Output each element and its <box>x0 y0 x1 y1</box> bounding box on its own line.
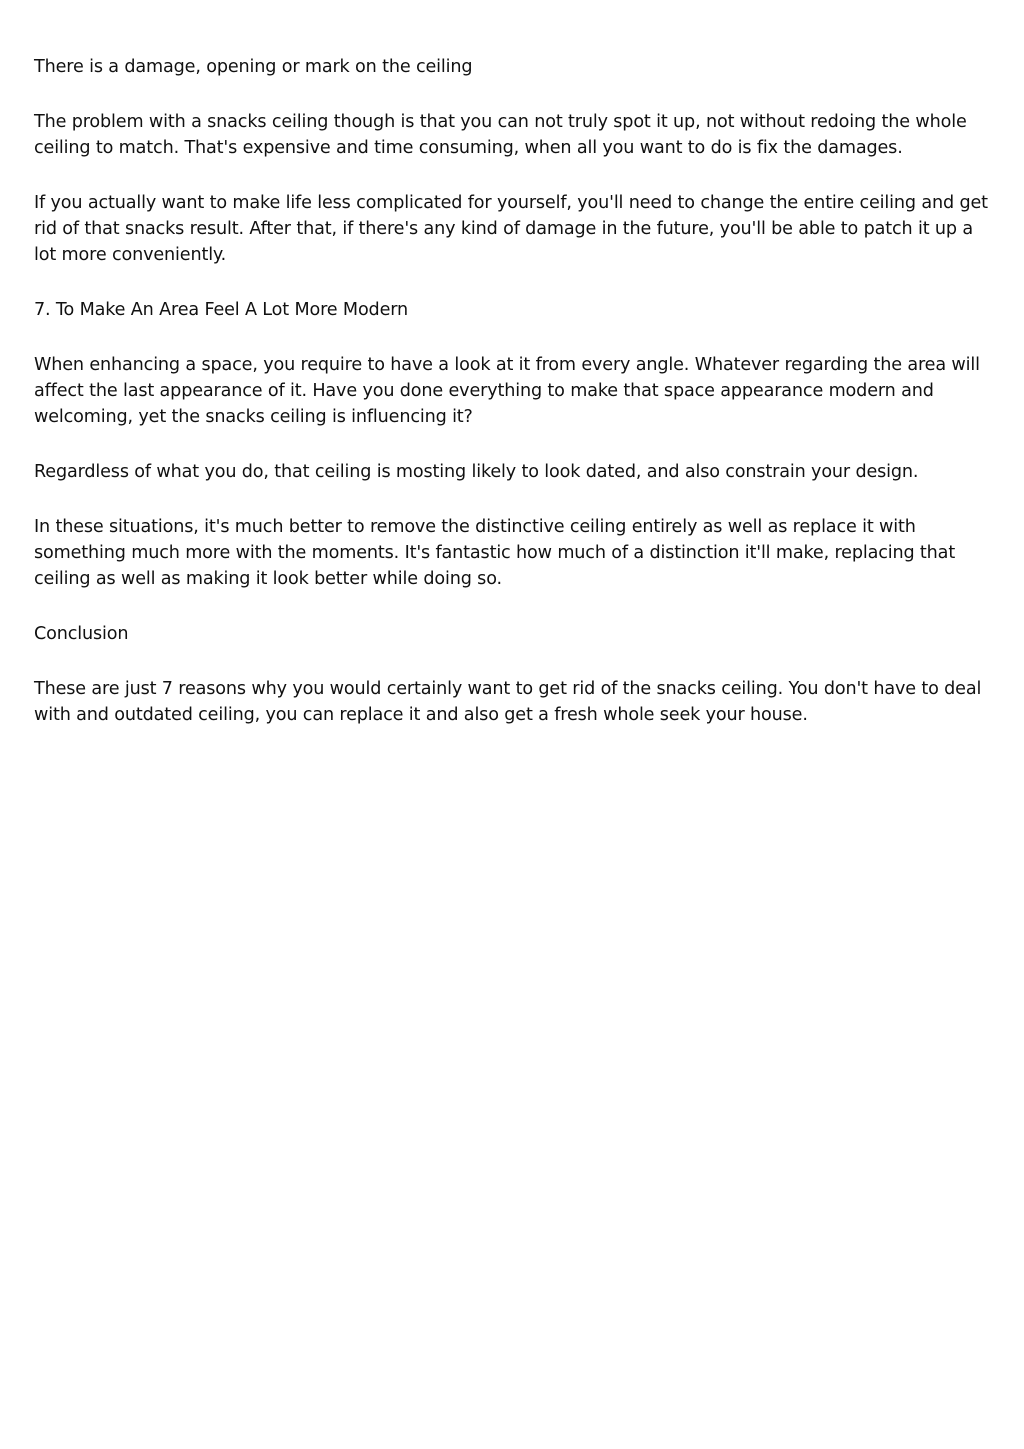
paragraph-snacks-ceiling-problem: The problem with a snacks ceiling though is that you can not truly spot it up, not without redoing the whole ceiling to match. That's expensive and time consuming, when all you want to do is fix the damages. <box>34 112 967 158</box>
document-page <box>34 54 994 757</box>
paragraph-looks-dated: Regardless of what you do, that ceiling is mosting likely to look dated, and also constrain your design. <box>34 462 919 482</box>
paragraph-damage-heading: There is a damage, opening or mark on the ceiling <box>34 57 473 77</box>
paragraph-conclusion-text: These are just 7 reasons why you would certainly want to get rid of the snacks ceiling. You don't have to deal with and outdated ceiling, you can replace it and also get a fresh whole seek your house. <box>34 679 982 725</box>
paragraph-conclusion-heading: Conclusion <box>34 624 129 644</box>
paragraph-enhancing-space: When enhancing a space, you require to have a look at it from every angle. Whatever regarding the area will affect the last appearance of it. Have you done everything to make that space appearance modern and welcoming, yet the snacks ceiling is influencing it? <box>34 355 980 427</box>
paragraph-change-entire-ceiling: If you actually want to make life less complicated for yourself, you'll need to change the entire ceiling and get rid of that snacks result. After that, if there's any kind of damage in the future, you'll be able to patch it up a lot more conveniently. <box>34 193 988 265</box>
paragraph-section-heading-modern: 7. To Make An Area Feel A Lot More Modern <box>34 300 409 320</box>
paragraph-remove-ceiling: In these situations, it's much better to remove the distinctive ceiling entirely as well as replace it with something much more with the moments. It's fantastic how much of a distinction it'll make, replacing that ceiling as well as making it look better while doing so. <box>34 517 956 589</box>
